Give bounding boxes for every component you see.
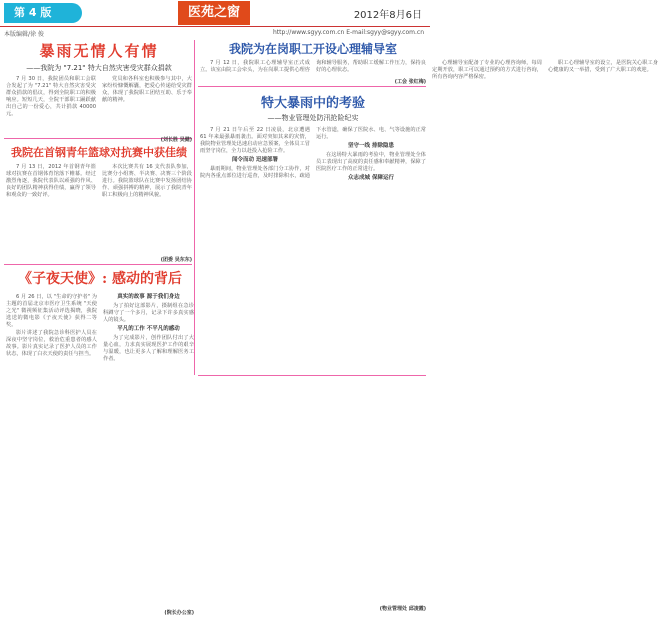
paragraph: 7 月 21 日午后至 22 日凌晨，北京遭遇 61 年来最强暴雨袭击。面对突如其来的灾情，我院物业管理处迅速启动应急预案，全体员工冒雨坚守岗位，全力以赴投入抢险工作。 xyxy=(200,127,310,154)
article-storm-donation xyxy=(6,40,192,143)
paragraph: 在这场特大暴雨的考验中，物业管理处全体员工表现出了高度的责任感和奉献精神，保障了医院医疗工作的正常进行。 xyxy=(316,152,426,172)
article-body xyxy=(6,76,192,136)
article-body xyxy=(6,294,194,609)
paragraph: 本次比赛共有 16 支代表队参加，比赛分小组赛、半决赛、决赛三个阶段进行。我院篮球队在比赛中发扬团结协作、顽强拼搏的精神，展示了我院青年职工积极向上的精神风貌。 xyxy=(102,164,192,198)
section-heading: 众志成城 保障运行 xyxy=(348,175,394,181)
website-contact: http://www.sgyy.com.cn E-mail:sgyy@sgyy.com.cn xyxy=(272,29,424,36)
article-midnight-angel xyxy=(6,268,194,614)
section-heading: 坚守一线 排除隐患 xyxy=(348,143,394,149)
article-title: 特大暴雨中的考验 xyxy=(260,96,365,111)
paragraph: 党员和各科室也积极参与其中，大家纷纷慷慨解囊，把爱心传递给受灾群众，体现了我院职工团结互助、乐于奉献的精神。 xyxy=(102,76,192,103)
section-heading: 真实的故事 源于我们身边 xyxy=(117,294,180,300)
paragraph: 6 月 26 日，以 "生命的守护者" 为主题的首届北京市医疗卫生系统 "天使之光" 微视频征集活动评选揭晓，我院选送的微电影《子夜天使》获得二等奖。 xyxy=(6,294,97,328)
article-storm-test xyxy=(200,90,426,612)
editor-note: 本版编辑/徐 俊 xyxy=(4,31,44,38)
page-header xyxy=(0,0,430,26)
paragraph: 职工心理辅导室的设立，是医院关心职工身心健康的又一举措，受到了广大职工的欢迎。 xyxy=(548,60,658,73)
article-credit: (工会 张红梅) xyxy=(394,79,426,85)
section-heading: 平凡的工作 不平凡的感动 xyxy=(117,326,180,332)
article-title: 我院在首钢青年篮球对抗赛中获佳绩 xyxy=(11,146,187,159)
article-credit: (物业管理处 邱凌霞) xyxy=(379,606,426,612)
paragraph: 影片讲述了我院急诊科医护人员在深夜中坚守岗位，救治危重患者的感人故事。影片真实记录了医护人员的工作状态，体现了白衣天使的责任与担当。 xyxy=(6,330,97,357)
paragraph: 7 月 13 日，2012 年首钢青年篮球对抗赛在首钢体育馆落下帷幕。经过激烈角逐，我院代表队以顽强的作风、良好的团队精神获得佳绩，赢得了领导和观众的一致好评。 xyxy=(6,164,96,198)
masthead-title: 医苑之窗 xyxy=(178,1,250,25)
article-credit: (院长办公室) xyxy=(164,610,194,616)
article-title: 《子夜天使》: 感动的背后 xyxy=(17,271,183,287)
article-body xyxy=(200,127,426,605)
column-divider xyxy=(194,40,195,375)
paragraph: 7 月 30 日，我院团员和职工会联合发起了为 "7.21" 特大自然灾害受灾群众捐款的倡议，得到全院职工的积极响应。短短几天，全院干部职工踊跃献出自己的一份爱心，共计捐款 40000 元。 xyxy=(6,76,96,117)
article-title: 暴雨无情人有情 xyxy=(39,42,159,60)
paragraph: 心理辅导室配备了专业的心理咨询师，每周定期开放，职工可以通过预约的方式进行咨询，所有咨询内容严格保密。 xyxy=(432,60,542,80)
header-subbar xyxy=(0,26,430,38)
article-body xyxy=(6,164,192,256)
article-subtitle: ——物业管理处防汛抢险纪实 xyxy=(267,114,359,122)
article-credit: (刘长胜 吴健) xyxy=(160,137,192,143)
issue-date: 2012年8月6日 xyxy=(353,10,422,21)
paragraph: 为了拍好这部影片，摄制组在急诊科蹲守了一个多月，记录下许多真实感人的镜头。 xyxy=(103,303,194,323)
row-divider xyxy=(198,86,426,87)
paragraph: 暴雨期间，物业管理处各部门分工协作，对院内各重点部位进行巡查，及时排除积水，疏通下水管道，确保了医院水、电、气等设施的正常运行。 xyxy=(200,127,426,179)
section-heading: 闻令而动 迅速部署 xyxy=(232,157,278,163)
row-divider xyxy=(4,264,192,265)
paragraph: 7 月 12 日，我院职工心理辅导室正式成立。该室由院工会牵头，为在岗职工提供心理咨询和辅导服务，帮助职工缓解工作压力，保持良好的心理状态。 xyxy=(200,60,426,73)
article-title: 我院为在岗职工开设心理辅导室 xyxy=(228,42,397,56)
paragraph: 为了完成影片，创作团队付出了大量心血，力求真实展现医护工作的艰辛与温暖，也让更多人了解和理解医务工作者。 xyxy=(103,335,194,362)
article-credit: (团委 吴东东) xyxy=(160,257,192,263)
article-basketball xyxy=(6,140,192,262)
article-subtitle: ——我院为 "7.21" 特大自然灾害受灾群众捐款 xyxy=(26,64,172,72)
page-number-badge: 第 4 版 xyxy=(4,3,82,23)
article-counseling-room xyxy=(200,40,658,85)
